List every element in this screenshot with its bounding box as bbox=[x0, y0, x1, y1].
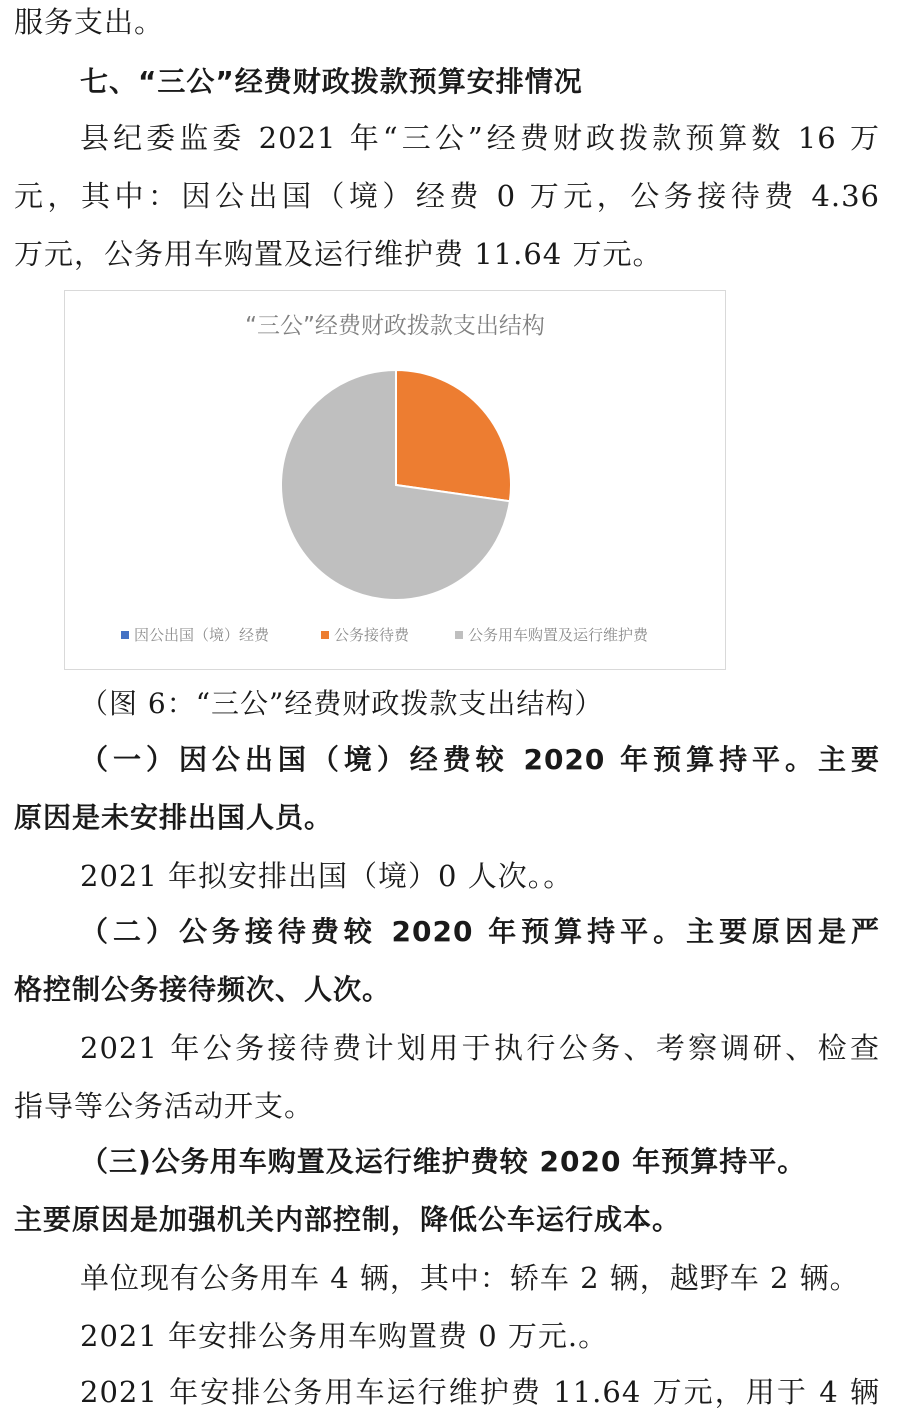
subsection-heading-2: （二）公务接待费较 2020 年预算持平。主要原因是严 bbox=[80, 915, 880, 948]
text-line: 指导等公务活动开支。 bbox=[14, 1089, 315, 1123]
subsection-heading-1: （一）因公出国（境）经费较 2020 年预算持平。主要 bbox=[80, 743, 880, 776]
text-line: 2021 年安排公务用车购置费 0 万元.。 bbox=[80, 1319, 609, 1353]
subsection-heading-2-cont: 格控制公务接待频次、人次。 bbox=[14, 973, 392, 1006]
legend-swatch bbox=[455, 631, 463, 639]
section-heading-7: 七、“三公”经费财政拨款预算安排情况 bbox=[80, 65, 583, 98]
text-line: 2021 年公务接待费计划用于执行公务、考察调研、检查 bbox=[80, 1031, 880, 1065]
subsection-heading-3: （三)公务用车购置及运行维护费较 2020 年预算持平。 bbox=[80, 1145, 807, 1178]
text-line: 元，其中：因公出国（境）经费 0 万元，公务接待费 4.36 bbox=[14, 179, 880, 213]
pie-slices bbox=[281, 370, 511, 600]
pie-slice bbox=[396, 370, 511, 501]
text-line: 县纪委监委 2021 年“三公”经费财政拨款预算数 16 万 bbox=[80, 121, 880, 155]
subsection-heading-3-cont: 主要原因是加强机关内部控制，降低公车运行成本。 bbox=[14, 1203, 682, 1236]
text-line: 2021 年安排公务用车运行维护费 11.64 万元，用于 4 辆 bbox=[80, 1375, 880, 1409]
legend-label: 因公出国（境）经费 bbox=[134, 626, 270, 644]
text-line: 单位现有公务用车 4 辆，其中：轿车 2 辆，越野车 2 辆。 bbox=[80, 1261, 860, 1295]
legend-label: 公务用车购置及运行维护费 bbox=[468, 626, 649, 644]
subsection-heading-1-cont: 原因是未安排出国人员。 bbox=[14, 801, 334, 834]
legend-swatch bbox=[121, 631, 129, 639]
chart-legend bbox=[121, 626, 649, 644]
pie-chart-svg bbox=[65, 291, 725, 669]
text-line: 万元，公务用车购置及运行维护费 11.64 万元。 bbox=[14, 237, 663, 271]
figure-caption: （图 6：“三公”经费财政拨款支出结构） bbox=[80, 687, 604, 720]
chart-title: “三公”经费财政拨款支出结构 bbox=[245, 313, 545, 339]
pie-chart bbox=[64, 290, 726, 670]
legend-label: 公务接待费 bbox=[334, 626, 410, 644]
text-line: 2021 年拟安排出国（境）0 人次。。 bbox=[80, 859, 574, 893]
text-line: 服务支出。 bbox=[14, 5, 165, 39]
legend-swatch bbox=[321, 631, 329, 639]
